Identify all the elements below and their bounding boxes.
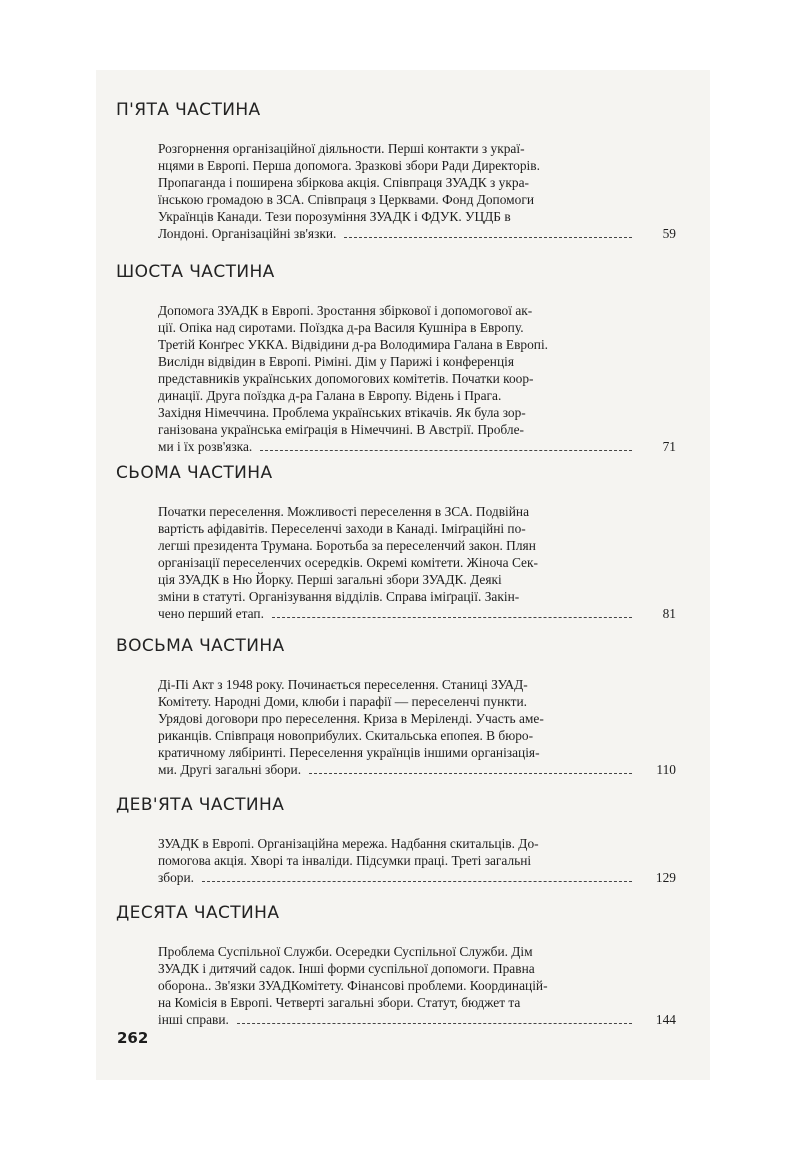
summary-line: Проблема Суспільної Служби. Осередки Суспільної Служби. Дім [158,944,533,959]
summary-line: Комітету. Народні Доми, клюби і парафії — переселенчі пункти. [158,694,527,709]
toc-section-6 [116,262,676,455]
summary-last-line [158,438,636,455]
dot-leader [309,773,632,774]
page-number: 71 [662,439,676,454]
summary-last-line [158,1011,636,1028]
summary-line: представників українських допомогових комітетів. Початки коор- [158,371,534,386]
page-number: 144 [655,1012,676,1027]
summary-last-line [158,761,636,778]
summary-line: Пропаганда і поширена збіркова акція. Співпраця ЗУАДК з укра- [158,175,529,190]
summary-line: організації переселенчих осередків. Окремі комітети. Жіноча Сек- [158,555,538,570]
dot-leader [202,881,632,882]
summary-line: помогова акція. Хворі та інваліди. Підсумки праці. Треті загальні [158,853,532,868]
summary-line: ганізована українська еміґрація в Німеччині. В Австрії. Пробле- [158,422,524,437]
toc-section-10 [116,903,676,1028]
summary-line: Початки переселення. Можливості переселення в ЗСА. Подвійна [158,504,530,519]
summary-line: динації. Друга поїздка д-ра Галана в Европу. Відень і Прага. [158,388,502,403]
summary-last-line [158,869,636,886]
summary-line: вартість афідавітів. Переселенчі заходи в Канаді. Іміґраційні по- [158,521,526,536]
summary-line: легші президента Трумана. Боротьба за переселенчий закон. Плян [158,538,536,553]
summary-line: інші справи. [158,1012,229,1027]
summary-line: нцями в Европі. Перша допомога. Зразкові збори Ради Директорів. [158,158,540,173]
dot-leader [344,237,632,238]
section-heading: ДЕВ'ЯТА ЧАСТИНА [116,795,285,815]
summary-line: Вислідн відвідин в Европі. Рімінi. Дім у Парижі і конференція [158,354,514,369]
summary-line: зміни в статуті. Організування відділів. Справа іміґрації. Закін- [158,589,520,604]
toc-section-5 [116,100,676,242]
section-heading: ШОСТА ЧАСТИНА [116,262,275,282]
summary-line: на Комісія в Европі. Четверті загальні збори. Статут, бюджет та [158,995,521,1010]
summary-line: Урядові договори про переселення. Криза в Меріленді. Участь аме- [158,711,544,726]
toc-section-8 [116,636,676,778]
section-summary [116,835,676,886]
page-number: 110 [656,762,676,777]
summary-line: Розгорнення організаційної діяльности. Перші контакти з украї- [158,141,525,156]
section-summary [116,140,676,242]
section-summary [116,676,676,778]
dot-leader [237,1023,632,1024]
dot-leader [272,617,632,618]
summary-line: ція ЗУАДК в Ню Йорку. Перші загальні збори ЗУАДК. Деякі [158,572,502,587]
summary-line: чено перший етап. [158,606,264,621]
summary-line: Українців Канади. Тези порозуміння ЗУАДК і ФДУК. УЦДБ в [158,209,511,224]
summary-line: ЗУАДК і дитячий садок. Інші форми суспільної допомоги. Правна [158,961,535,976]
summary-line: оборона.. Зв'язки ЗУАДКомітету. Фінансові проблеми. Координацій- [158,978,548,993]
toc-section-9 [116,795,676,886]
section-heading: СЬОМА ЧАСТИНА [116,463,273,483]
summary-line: Західня Німеччина. Проблема українських втікачів. Як була зор- [158,405,526,420]
dot-leader [260,450,632,451]
section-heading: П'ЯТА ЧАСТИНА [116,100,261,120]
section-heading: ДЕСЯТА ЧАСТИНА [116,903,280,923]
summary-line: ції. Опіка над сиротами. Поїздка д-ра Василя Кушніра в Европу. [158,320,524,335]
summary-line: Допомога ЗУАДК в Европі. Зростання збіркової і допомогової ак- [158,303,533,318]
summary-line: ЗУАДК в Европі. Організаційна мережа. Надбання скитальців. До- [158,836,539,851]
page-number: 129 [655,870,676,885]
summary-line: їнською громадою в ЗСА. Співпраця з Церквами. Фонд Допомоги [158,192,534,207]
summary-line: Третій Конґрес УККА. Відвідини д-ра Володимира Галана в Европі. [158,337,549,352]
section-summary [116,302,676,455]
summary-line: ми і їх розв'язка. [158,439,253,454]
summary-line: ми. Другі загальні збори. [158,762,302,777]
summary-line: збори. [158,870,195,885]
summary-last-line [158,605,636,622]
summary-line: Ді-Пі Акт з 1948 року. Починається переселення. Станиці ЗУАД- [158,677,528,692]
toc-section-7 [116,463,676,622]
section-summary [116,503,676,622]
summary-line: Лондоні. Організаційні зв'язки. [158,226,337,241]
summary-line: риканців. Співпраця новоприбулих. Скитальська епопея. В бюро- [158,728,534,743]
page-number: 59 [662,226,676,241]
section-heading: ВОСЬМА ЧАСТИНА [116,636,285,656]
summary-line: кратичному лябіринті. Переселення українців іншими організація- [158,745,540,760]
page-number: 81 [662,606,676,621]
summary-last-line [158,225,636,242]
page-folio: 262 [117,1029,149,1047]
section-summary [116,943,676,1028]
